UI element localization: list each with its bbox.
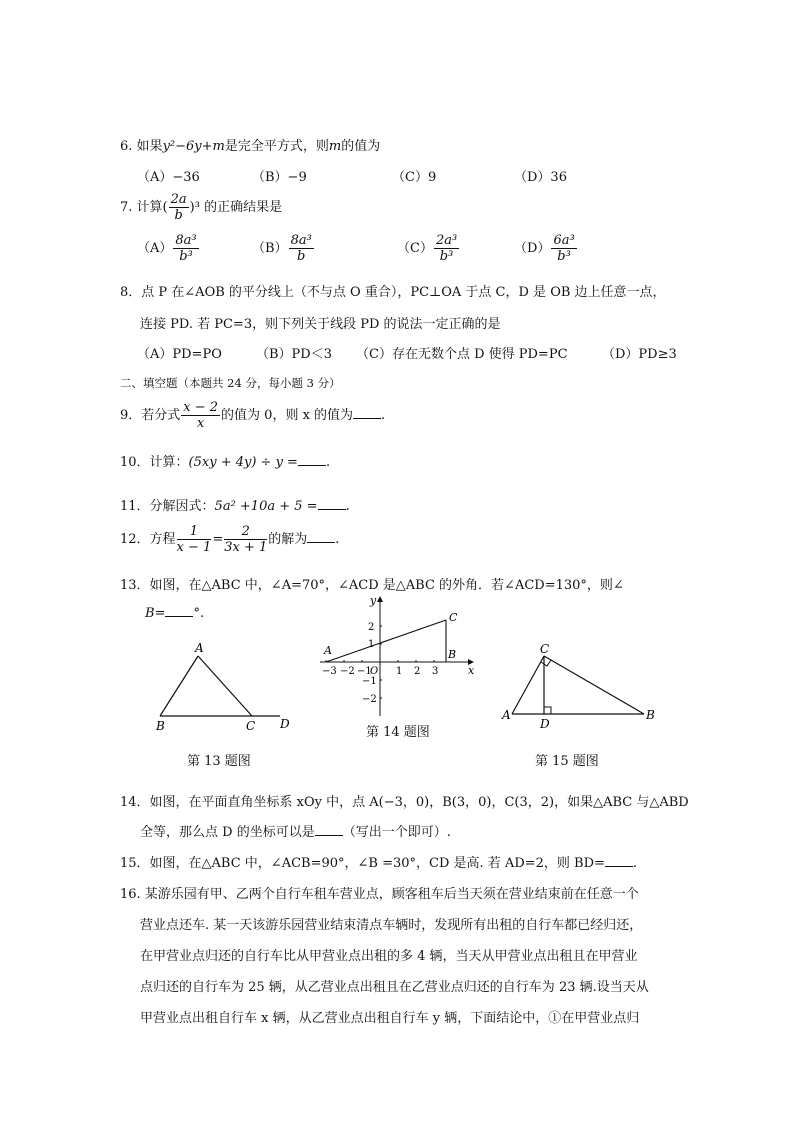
q7-opt-a-num: 8a³ [175, 233, 197, 248]
q7-pre: 计算( [136, 200, 168, 215]
fig13-label-a: A [195, 641, 204, 655]
q13-line2-pre: B= [145, 606, 166, 621]
figure-15 [498, 640, 668, 730]
q8-option-d: （D）PD≥3 [602, 347, 677, 362]
q12-eq: = [212, 532, 224, 547]
q7-option-a [137, 233, 200, 264]
q6-option-d: （D）36 [514, 170, 567, 185]
question-11 [120, 495, 350, 514]
q16-line1: 16. 某游乐园有甲、乙两个自行车租车营业点，顾客租车后当天须在营业结束前在任意一个 [120, 887, 639, 902]
fig14-segment-ac [326, 620, 446, 662]
section-2-title: 二、填空题（本题共 24 分，每小题 3 分） [120, 376, 341, 390]
fig13-label-b: B [156, 719, 165, 733]
q12-post: 的解为 [268, 532, 308, 547]
fig14-point-a: A [324, 644, 332, 657]
q6-pre: 如果 [136, 139, 163, 154]
q6-option-b: （B）−9 [252, 170, 307, 185]
q11-answer-blank[interactable] [318, 497, 346, 510]
fig14-origin: O [370, 666, 379, 677]
fig14-xtick-2: 2 [414, 666, 421, 677]
fig13-label-d: D [280, 717, 290, 731]
q12-pre: 12．方程 [120, 532, 176, 547]
question-12 [120, 524, 339, 555]
q15-answer-blank[interactable] [605, 854, 633, 867]
q6-mid: 是完全平方式，则 [224, 139, 329, 154]
q13-line1: 13．如图，在△ABC 中，∠A=70°，∠ACD 是△ABC 的外角．若∠ACD=130°，则∠ [120, 578, 624, 593]
q7-opt-a-label: （A） [137, 241, 173, 256]
question-10 [120, 451, 330, 470]
q7-opt-b-frac [289, 233, 314, 264]
question-7 [120, 192, 282, 223]
q7-opt-a-frac [173, 233, 198, 264]
q12-f1-den: x − 1 [176, 540, 212, 555]
q14-line2-post: （写出一个即可）. [342, 825, 451, 840]
q13-line2 [145, 604, 204, 621]
q6-num: 6. [120, 139, 133, 154]
q14-line2-pre: 全等，那么点 D 的坐标可以是 [140, 825, 315, 840]
q7-post: )³ 的正确结果是 [189, 200, 283, 215]
fig14-ytick-neg1: −1 [362, 676, 377, 687]
q16-line3: 在甲营业点归还的自行车比从甲营业点出租的多 4 辆，当天从甲营业点出租且在甲营业 [140, 949, 638, 964]
fig15-right-angle-d [544, 707, 551, 714]
q8-line2: 连接 PD. 若 PC=3，则下列关于线段 PD 的说法一定正确的是 [140, 317, 501, 332]
q7-opt-b-label: （B） [252, 241, 288, 256]
q7-frac-den: b [174, 208, 183, 223]
fig15-line-cb [544, 656, 644, 714]
q15-end: . [632, 856, 638, 871]
q12-f2-den: 3x + 1 [224, 540, 268, 555]
q9-post: 的值为 0，则 x 的值为 [221, 408, 354, 423]
q7-frac-num: 2a [170, 192, 187, 207]
fig15-right-angle-c [541, 660, 551, 666]
q13-line2-post: °. [193, 606, 205, 621]
q7-opt-c-frac [434, 233, 459, 264]
q7-opt-c-num: 2a³ [435, 233, 458, 248]
q7-opt-a-den: b³ [179, 249, 193, 264]
q10-end: . [325, 455, 331, 470]
q7-fraction [169, 192, 189, 223]
q14-answer-blank[interactable] [315, 823, 343, 836]
fig14-point-c: C [449, 611, 458, 624]
q10-answer-blank[interactable] [298, 453, 326, 466]
fig15-label-c: C [540, 642, 550, 656]
q15-pre: 15．如图，在△ABC 中，∠ACB=90°，∠B =30°，CD 是高. 若 AD=2，则 BD= [120, 856, 605, 871]
q8-option-c: （C）存在无数个点 D 使得 PD=PC [356, 347, 568, 362]
q13-answer-blank[interactable] [165, 604, 193, 617]
fig14-axis-x-label: x [468, 664, 475, 677]
q9-pre: 9．若分式 [120, 408, 181, 423]
q12-f2-num: 2 [224, 524, 267, 540]
q11-end: . [345, 499, 350, 514]
fig13-caption: 第 13 题图 [187, 754, 251, 769]
q12-f1-num: 1 [177, 524, 212, 540]
q6-var: m [328, 139, 342, 154]
q7-num: 7. [120, 200, 133, 215]
fig14-ytick-1: 1 [368, 639, 375, 650]
q11-pre: 11．分解因式： [120, 499, 215, 514]
fig13-label-c: C [246, 719, 256, 733]
fig14-xtick-neg3: −3 [322, 666, 337, 677]
question-9 [120, 400, 385, 431]
q7-opt-d-den: b³ [557, 249, 571, 264]
q12-end: . [335, 532, 340, 547]
q7-opt-c-label: （C） [397, 241, 433, 256]
fig14-point-b: B [448, 648, 457, 661]
q9-frac-num: x − 2 [183, 400, 219, 415]
q11-expr: 5a² +10a + 5 = [214, 499, 318, 514]
q10-pre: 10．计算： [120, 455, 189, 470]
q16-line4: 点归还的自行车为 25 辆，从乙营业点出租且在乙营业点归还的自行车为 23 辆.设当天从 [140, 980, 649, 995]
q9-fraction [181, 400, 220, 431]
fig14-axis-y-label: y [370, 594, 377, 607]
fig14-ytick-2: 2 [368, 622, 375, 633]
q6-post: 的值为 [341, 139, 381, 154]
q7-option-c [397, 233, 460, 264]
q7-option-d [514, 233, 578, 264]
q9-end: . [381, 408, 386, 423]
q7-opt-c-den: b³ [439, 249, 454, 264]
fig14-y-arrow [377, 596, 383, 602]
q8-option-b: （B）PD＜3 [256, 347, 332, 362]
q14-line2 [140, 821, 451, 840]
q8-option-a: （A）PD=PO [137, 347, 222, 362]
q7-opt-d-frac [551, 233, 576, 264]
fig13-line-ac [198, 656, 252, 716]
q7-opt-d-num: 6a³ [553, 233, 575, 248]
fig14-xtick-1: 1 [396, 666, 403, 677]
q9-answer-blank[interactable] [353, 406, 381, 419]
fig15-label-a: A [502, 708, 511, 722]
fig14-ytick-neg2: −2 [362, 694, 377, 705]
fig15-label-d: D [540, 717, 550, 730]
fig15-label-b: B [646, 708, 655, 722]
q14-line1: 14．如图，在平面直角坐标系 xOy 中，点 A(−3，0)，B(3，0)，C(3，2)，如果△ABC 与△ABD [120, 795, 689, 810]
fig15-line-ac [512, 656, 544, 714]
fig13-line-ba [160, 656, 198, 716]
q6-expr: y²−6y+m [162, 139, 225, 154]
fig14-xtick-3: 3 [432, 666, 439, 677]
q12-fraction-2 [224, 524, 267, 555]
q7-opt-b-den: b [297, 249, 306, 264]
q9-frac-den: x [196, 416, 205, 431]
fig14-xtick-neg1: −1 [357, 666, 372, 677]
figure-13 [150, 636, 310, 738]
q12-fraction-1 [177, 524, 212, 555]
q7-option-b [252, 233, 315, 264]
fig14-caption: 第 14 题图 [366, 725, 430, 740]
fig15-caption: 第 15 题图 [535, 754, 599, 769]
q7-opt-b-num: 8a³ [290, 233, 312, 248]
q6-option-a: （A）−36 [137, 170, 200, 185]
question-6 [120, 135, 380, 154]
q16-line5: 甲营业点出租自行车 x 辆，从乙营业点出租自行车 y 辆，下面结论中，①在甲营业点归 [140, 1011, 640, 1026]
q6-option-c: （C）9 [392, 170, 437, 185]
q10-expr: (5xy + 4y) ÷ y = [188, 455, 298, 470]
q7-opt-d-label: （D） [514, 241, 551, 256]
q12-answer-blank[interactable] [307, 530, 335, 543]
q8-line1: 8．点 P 在∠AOB 的平分线上（不与点 O 重合），PC⊥OA 于点 C，D 是 OB 边上任意一点， [120, 285, 666, 300]
figure-14 [318, 590, 478, 720]
fig14-xtick-neg2: −2 [340, 666, 355, 677]
q16-line2: 营业点还车. 某一天该游乐园营业结束清点车辆时，发现所有出租的自行车都已经归还， [140, 918, 643, 933]
question-15 [120, 852, 637, 871]
